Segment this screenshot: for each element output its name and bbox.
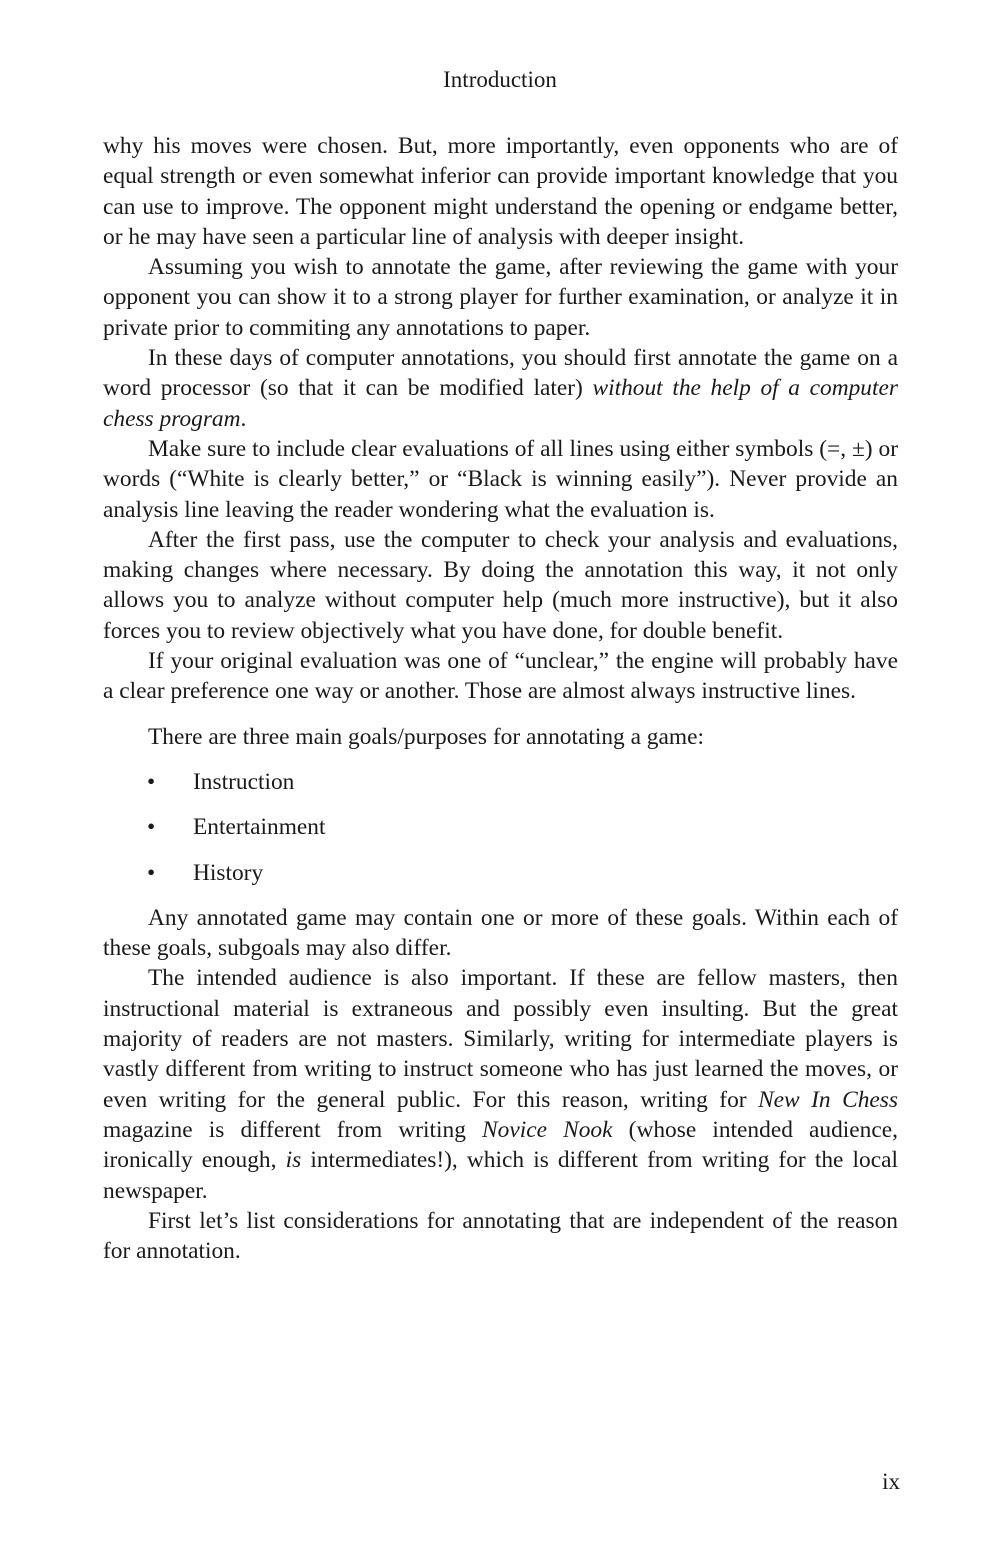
paragraph-text: The intended audience is also important. If these are fellow masters, then instructional material is extraneous and possibly even insulting. But the great majority of readers are not masters. Similarly, writing for intermediate players is vastly different from writing to instruct someone who has just learned the moves, or even writing for the general public. For this reason, writing for	[103, 965, 898, 1113]
paragraph: Any annotated game may contain one or more of these goals. Within each of these goals, subgoals may also differ.	[103, 904, 898, 962]
paragraph-text: intermediates!), which is different from writing for the local newspaper.	[103, 1147, 898, 1204]
list-item	[103, 767, 898, 797]
paragraph-text: magazine is different from writing	[103, 1116, 483, 1143]
paragraph-text: .	[240, 405, 247, 432]
emphasis-text: without the help of a computer chess program	[103, 375, 898, 432]
magazine-title: New In Chess	[758, 1086, 899, 1113]
list-item	[103, 858, 898, 888]
paragraph	[103, 963, 898, 1205]
bullet-icon: •	[147, 768, 156, 795]
paragraph: There are three main goals/purposes for annotating a game:	[148, 723, 704, 750]
goals-list	[103, 767, 898, 888]
running-head: Introduction	[443, 67, 557, 92]
paragraph: After the first pass, use the computer to check your analysis and evaluations, making changes where necessary. By doing the annotation this way, it not only allows you to analyze without computer help (much more instructive), but it also forces you to review objectively what you have done, for double benefit.	[103, 526, 898, 644]
list-item-label: Instruction	[193, 768, 295, 795]
paragraph	[103, 343, 898, 434]
bullet-icon: •	[147, 859, 156, 886]
paragraph: Make sure to include clear evaluations of all lines using either symbols (=, ±) or words (“White is clearly better,” or “Black is winning easily”). Never provide an analysis line leaving the reader wondering what the evaluation is.	[103, 435, 898, 523]
list-item-label: Entertainment	[193, 814, 326, 841]
paragraph-text: In these days of computer annotations, you should first annotate the game on a word processor (so that it can be modified later)	[103, 345, 898, 402]
paragraph: If your original evaluation was one of “unclear,” the engine will probably have a clear preference one way or another. Those are almost always instructive lines.	[103, 648, 898, 705]
emphasis-text: is	[285, 1147, 302, 1174]
paragraph: why his moves were chosen. But, more importantly, even opponents who are of equal strength or even somewhat inferior can provide important knowledge that you can use to improve. The opponent might understand the opening or endgame better, or he may have seen a particular line of analysis with deeper insight.	[103, 133, 898, 250]
paragraph: First let’s list considerations for annotating that are independent of the reason for annotation.	[103, 1207, 898, 1265]
list-item	[103, 812, 898, 842]
column-title: Novice Nook	[482, 1116, 613, 1143]
list-item-label: History	[193, 859, 264, 886]
body-text	[103, 131, 898, 1266]
bullet-icon: •	[147, 814, 156, 841]
paragraph-text: (whose intended audience, ironically enough,	[103, 1116, 898, 1174]
paragraph: Assuming you wish to annotate the game, after reviewing the game with your opponent you can show it to a strong player for further examination, or analyze it in private prior to commiting any annotations to paper.	[103, 254, 898, 341]
page-number: ix	[882, 1469, 900, 1494]
